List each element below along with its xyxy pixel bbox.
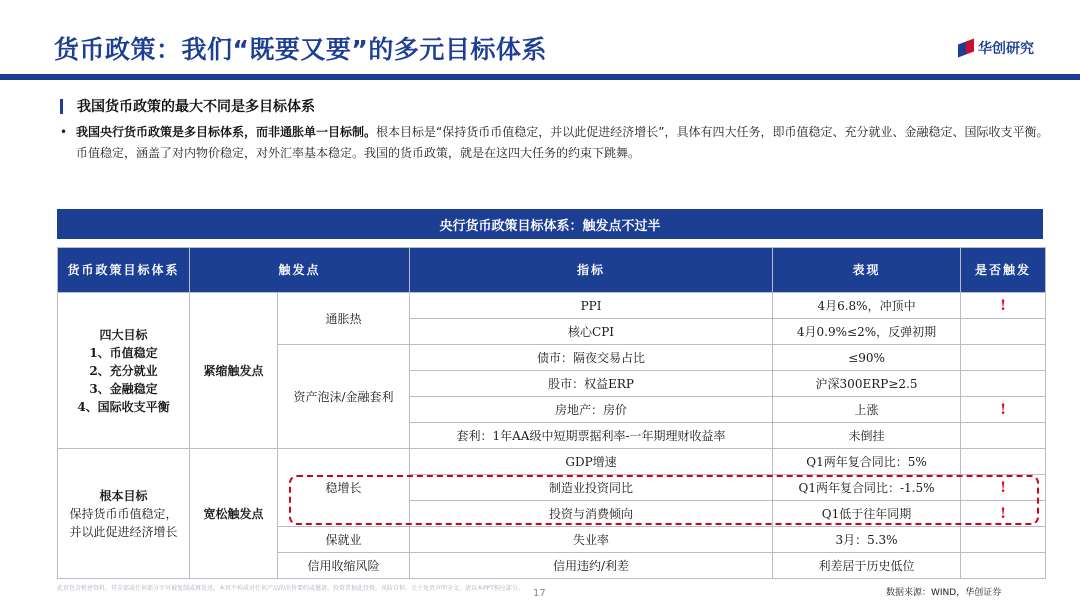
performance-cell: Q1两年复合同比：-1.5% [773,475,961,501]
triggered-mark: ! [961,397,1046,423]
page-title: 货币政策：我们“既要又要”的多元目标体系 [54,35,547,64]
section-subheading [60,96,315,116]
brand-logo [958,38,1034,58]
header-performance: 表现 [773,248,961,293]
indicator-cell: 投资与消费倾向 [410,501,773,527]
goal-item: 3、金融稳定 [89,381,158,396]
triggered-mark [961,527,1046,553]
performance-cell: 4月0.9%≤2%，反弹初期 [773,319,961,345]
indicator-cell: 核心CPI [410,319,773,345]
footer-disclaimer: 此页包含机密资料，其全部或任何部分不可被复制或再发送。本页不构成对任何产品的出售要约或邀请，投资者据此投资，风险自担。关于免责声明全文，请以本PPT相应部分。 [57,585,524,592]
performance-cell: 上涨 [773,397,961,423]
bullet-content [60,122,1050,164]
indicator-cell: 套利：1年AA级中短期票据利率-一年期理财收益率 [410,423,773,449]
indicator-cell: GDP增速 [410,449,773,475]
root-goal-body: 保持货币币值稳定，并以此促进经济增长 [69,506,178,539]
policy-target-table [57,247,1046,579]
triggered-mark [961,449,1046,475]
table-title: 央行货币政策目标体系：触发点不过半 [57,209,1043,239]
table-row [58,293,1046,319]
indicator-cell: 失业率 [410,527,773,553]
triggered-mark [961,553,1046,579]
performance-cell: 沪深300ERP≥2.5 [773,371,961,397]
indicator-cell: 信用违约/利差 [410,553,773,579]
triggered-mark [961,319,1046,345]
goal-item: 1、币值稳定 [89,345,158,360]
growth-group: 稳增长 [278,449,410,527]
performance-cell: 利差居于历史低位 [773,553,961,579]
page-number: 17 [533,588,546,599]
goal-item: 2、充分就业 [89,363,158,378]
triggered-mark: ! [961,293,1046,319]
header-indicator: 指标 [410,248,773,293]
header-divider [0,74,1080,80]
root-goal-title: 根本目标 [99,488,148,503]
data-source: 数据来源：WIND，华创证券 [886,588,1002,598]
performance-cell: ≤90% [773,345,961,371]
indicator-cell: 房地产：房价 [410,397,773,423]
triggered-mark: ! [961,475,1046,501]
triggered-mark [961,345,1046,371]
four-goals-cell [58,293,190,449]
performance-cell: 未倒挂 [773,423,961,449]
bullet-text: 根本目标是“保持货币币值稳定，并以此促进经济增长”，具体有四大任务，即币值稳定、充分就业、金融稳定、国际收支平衡。币值稳定，涵盖了对内物价稳定，对外汇率基本稳定。我国的货币政策，就是在这四大任务的约束下跳舞。 [76,125,1049,160]
bullet-bold-text: 我国央行货币政策是多目标体系，而非通胀单一目标制。 [76,125,377,139]
bullet-paragraph [60,122,1050,164]
logo-text: 华创研究 [978,41,1034,57]
inflation-group: 通胀热 [278,293,410,345]
indicator-cell: 制造业投资同比 [410,475,773,501]
performance-cell: 3月：5.3% [773,527,961,553]
credit-risk-group: 信用收缩风险 [278,553,410,579]
root-goal-cell [58,449,190,579]
table-header-row [58,248,1046,293]
performance-cell: 4月6.8%，冲顶中 [773,293,961,319]
goal-item: 4、国际收支平衡 [77,399,170,414]
indicator-cell: 债市：隔夜交易占比 [410,345,773,371]
subheading-text: 我国货币政策的最大不同是多目标体系 [77,99,315,115]
header-triggered: 是否触发 [961,248,1046,293]
subheading-marker [60,99,63,114]
indicator-cell: 股市：权益ERP [410,371,773,397]
header-goal-system: 货币政策目标体系 [58,248,190,293]
indicator-cell: PPI [410,293,773,319]
triggered-mark [961,371,1046,397]
performance-cell: Q1低于往年同期 [773,501,961,527]
employment-group: 保就业 [278,527,410,553]
four-goals-title: 四大目标 [99,327,148,342]
performance-cell: Q1两年复合同比：5% [773,449,961,475]
tight-trigger-label: 紧缩触发点 [190,293,278,449]
logo-icon [958,40,974,56]
triggered-mark: ! [961,501,1046,527]
bullet-dot-icon: • [60,125,68,139]
triggered-mark [961,423,1046,449]
header-trigger: 触发点 [190,248,410,293]
table-row [58,449,1046,475]
loose-trigger-label: 宽松触发点 [190,449,278,579]
asset-bubble-group: 资产泡沫/金融套利 [278,345,410,449]
